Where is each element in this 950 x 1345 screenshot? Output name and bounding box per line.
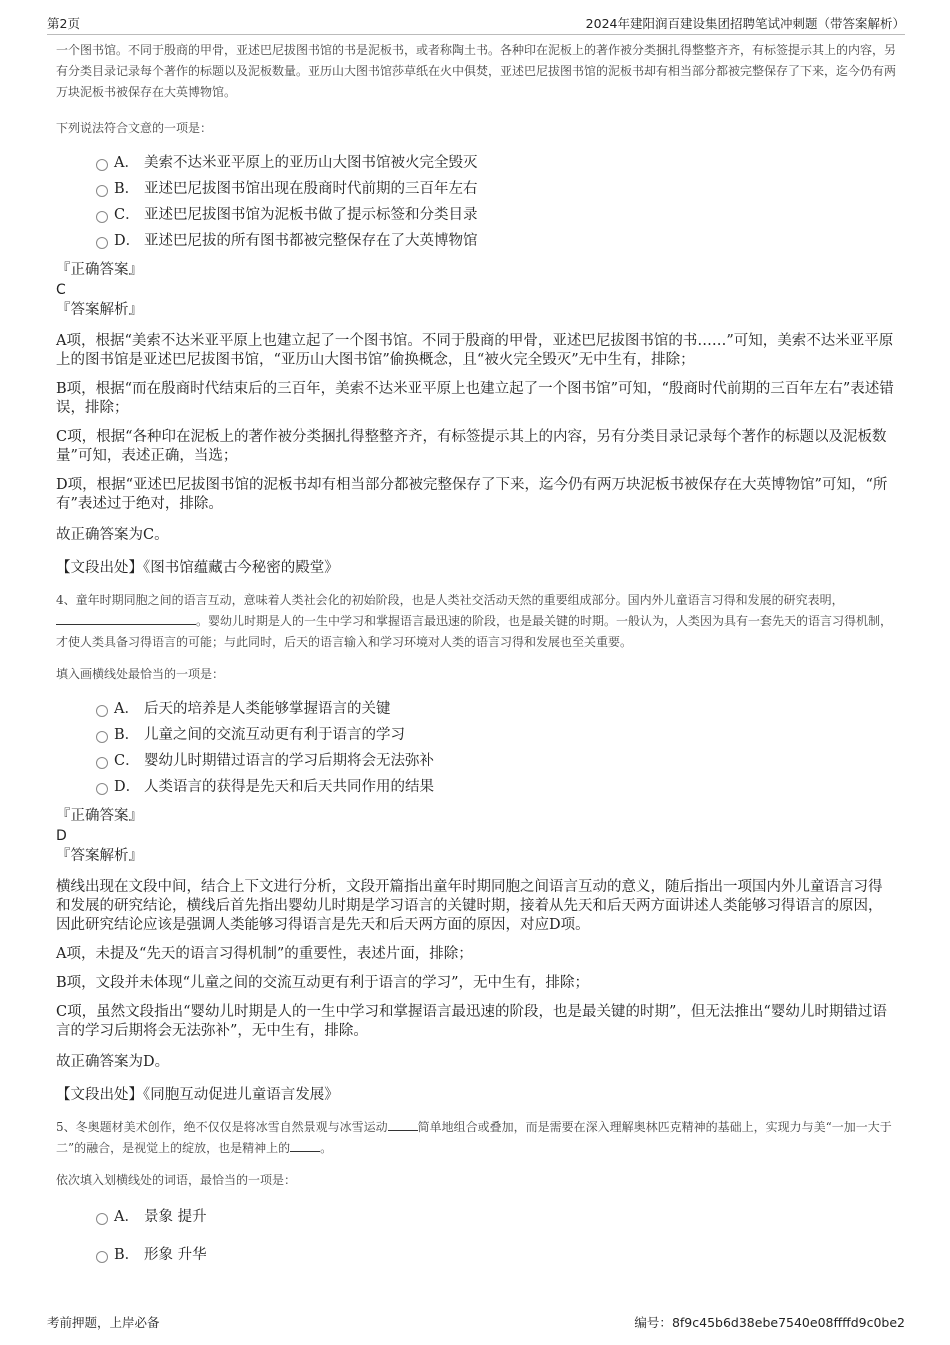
q5-option-b[interactable]: B． 形象 升华 [56,1242,896,1268]
q4-option-a[interactable]: A． 后天的培养是人类能够掌握语言的关键 [56,696,896,722]
q5-blank-2 [290,1139,320,1152]
q3-option-c[interactable]: C． 亚述巴尼拔图书馆为泥板书做了提示标签和分类目录 [56,202,896,228]
q3-analysis-a: A项，根据“美索不达米亚平原上也建立起了一个图书馆。不同于殷商的甲骨，亚述巴尼拔图书馆的书……”可知，美索不达米亚平原上的图书馆是亚述巴尼拔图书馆，“亚历山大图书馆”偷换概念，且“被火完全毁灭”无中生有，排除； [56,333,894,368]
q3-options [56,150,896,254]
radio-icon[interactable] [96,159,108,171]
q5-options [56,1204,896,1268]
q4-analysis-b: B项，文段并未体现“儿童之间的交流互动更有利于语言的学习”，无中生有，排除； [56,975,589,991]
radio-icon[interactable] [96,211,108,223]
q4-analysis-c: C项，虽然文段指出“婴幼儿时期是人的一生中学习和掌握语言最迅速的阶段，也是最关键的时期”，但无法推出“婴幼儿时期错过语言的学习后期将会无法弥补”，无中生有，排除。 [56,1004,887,1039]
q5-stem: 5、冬奥题材美术创作，绝不仅仅是将冰雪自然景观与冰雪运动 简单地组合或叠加，而是需要在深入理解奥林匹克精神的基础上，实现力与美“一加一大于二”的融合，是视觉上的绽放，也是精神上的 。 [56,1120,892,1155]
q4-answer-label: 『正确答案』 [56,808,143,824]
q3-prompt: 下列说法符合文意的一项是： [56,121,213,135]
q4-conclusion: 故正确答案为D。 [56,1054,170,1070]
q4-options [56,696,896,800]
q5-option-a[interactable]: A． 景象 提升 [56,1204,896,1230]
q3-option-a[interactable]: A． 美索不达米亚平原上的亚历山大图书馆被火完全毁灭 [56,150,896,176]
q3-analysis-d: D项，根据“亚述巴尼拔图书馆的泥板书却有相当部分都被完整保存了下来，迄今仍有两万块泥板书被保存在大英博物馆”可知，“所有”表述过于绝对，排除。 [56,477,888,512]
q3-option-b[interactable]: B． 亚述巴尼拔图书馆出现在殷商时代前期的三百年左右 [56,176,896,202]
q3-analysis-c: C项，根据“各种印在泥板上的著作被分类捆扎得整整齐齐，有标签提示其上的内容，另有分类目录记录每个著作的标题以及泥板数量”可知，表述正确，当选； [56,429,887,464]
q4-source: 【文段出处】《同胞互动促进儿童语言发展》 [56,1087,339,1103]
radio-icon[interactable] [96,1213,108,1225]
q3-passage: 一个图书馆。不同于殷商的甲骨，亚述巴尼拔图书馆的书是泥板书，或者称陶土书。各种印在泥板上的著作被分类捆扎得整整齐齐，有标签提示其上的内容，另有分类目录记录每个著作的标题以及泥板数量。亚历山大图书馆莎草纸在火中俱焚，亚述巴尼拔图书馆的泥板书却有相当部分都被完整保存了下来，迄今仍有两万块泥板书被保存在大英博物馆。 [56,43,897,99]
document-title: 2024年建阳润百建设集团招聘笔试冲刺题（带答案解析） [585,16,905,31]
q4-analysis-label: 『答案解析』 [56,848,143,864]
radio-icon[interactable] [96,731,108,743]
page-content [56,40,896,1268]
q3-answer: C [56,282,66,298]
q3-conclusion: 故正确答案为C。 [56,527,169,543]
q4-option-c[interactable]: C． 婴幼儿时期错过语言的学习后期将会无法弥补 [56,748,896,774]
footer-code: 编号：8f9c45b6d38ebe7540e08ffffd9c0be2 [634,1315,905,1330]
radio-icon[interactable] [96,783,108,795]
q4-prompt: 填入画横线处最恰当的一项是： [56,667,225,681]
q4-analysis-a: A项，未提及“先天的语言习得机制”的重要性，表述片面，排除； [56,946,473,962]
page-header [47,14,905,35]
page-number: 第2页 [47,16,80,31]
q5-blank-1 [388,1118,418,1131]
radio-icon[interactable] [96,185,108,197]
q3-analysis-b: B项，根据“而在殷商时代结束后的三百年，美索不达米亚平原上也建立起了一个图书馆”可知，“殷商时代前期的三百年左右”表述错误，排除； [56,381,894,416]
radio-icon[interactable] [96,757,108,769]
radio-icon[interactable] [96,705,108,717]
q3-answer-label: 『正确答案』 [56,262,143,278]
page-footer [47,1313,905,1331]
q4-option-b[interactable]: B． 儿童之间的交流互动更有利于语言的学习 [56,722,896,748]
q4-stem: 4、童年时期同胞之间的语言互动，意味着人类社会化的初始阶段，也是人类社交活动天然的重要组成部分。国内外儿童语言习得和发展的研究表明，。婴幼儿时期是人的一生中学习和掌握语言最迅速的阶段，也是最关键的时期。一般认为，人类因为具有一套先天的语言习得机制，才使人类具备习得语言的可能；与此同时，后天的语言输入和学习环境对人类的语言习得和发展也至关重要。 [56,593,893,649]
q4-blank [56,612,196,625]
q5-prompt: 依次填入划横线处的词语，最恰当的一项是： [56,1173,297,1187]
q3-analysis-label: 『答案解析』 [56,302,143,318]
q4-answer: D [56,828,67,844]
q4-option-d[interactable]: D． 人类语言的获得是先天和后天共同作用的结果 [56,774,896,800]
radio-icon[interactable] [96,237,108,249]
radio-icon[interactable] [96,1251,108,1263]
footer-slogan: 考前押题，上岸必备 [47,1315,160,1330]
q3-source: 【文段出处】《图书馆蕴藏古今秘密的殿堂》 [56,560,339,576]
q3-option-d[interactable]: D． 亚述巴尼拔的所有图书都被完整保存在了大英博物馆 [56,228,896,254]
q4-analysis-main: 横线出现在文段中间，结合上下文进行分析，文段开篇指出童年时期同胞之间语言互动的意义，随后指出一项国内外儿童语言习得和发展的研究结论，横线后首先指出婴幼儿时期是学习语言的关键时期，接着从先天和后天两方面讲述人类能够习得语言的原因，因此研究结论应该是强调人类能够习得语言是先天和后天两方面的原因，对应D项。 [56,879,883,933]
